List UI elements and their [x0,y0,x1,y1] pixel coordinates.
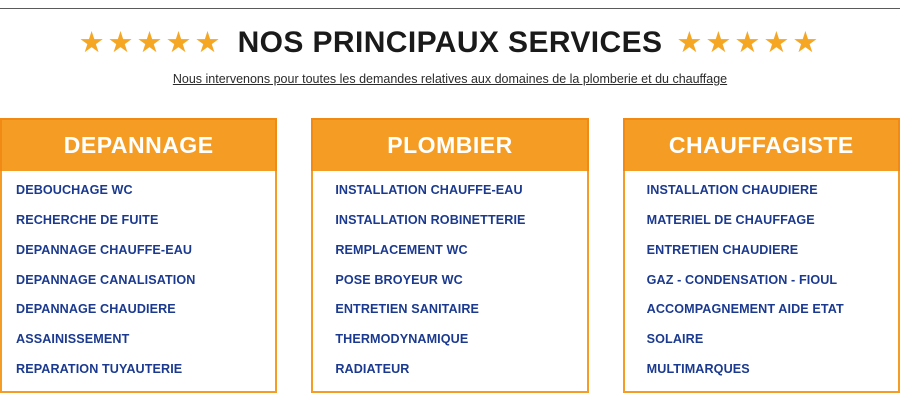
list-item[interactable]: REPARATION TUYAUTERIE [16,362,183,377]
list-item[interactable]: GAZ - CONDENSATION - FIOUL [646,272,838,287]
list-item[interactable]: THERMODYNAMIQUE [335,332,469,347]
list-item[interactable]: DEPANNAGE CHAUFFE-EAU [16,242,193,257]
card-title-plombier: PLOMBIER [311,118,588,171]
service-card-depannage [0,118,277,393]
list-item[interactable]: INSTALLATION CHAUFFE-EAU [335,183,523,197]
list-item[interactable]: ASSAINISSEMENT [16,332,130,347]
list-item[interactable]: INSTALLATION CHAUDIERE [646,183,818,197]
list-item[interactable]: ENTRETIEN SANITAIRE [335,302,480,317]
list-item[interactable]: INSTALLATION ROBINETTERIE [335,212,526,227]
page-subtitle: Nous intervenons pour toutes les demandes relatives aux domaines de la plomberie et du chauffage [172,72,728,86]
list-item[interactable]: POSE BROYEUR WC [335,272,463,287]
page-title: NOS PRINCIPAUX SERVICES [237,26,663,59]
services-columns [0,118,900,393]
list-item[interactable]: RECHERCHE DE FUITE [16,212,159,227]
list-item[interactable]: ACCOMPAGNEMENT AIDE ETAT [646,302,844,317]
list-item[interactable]: DEPANNAGE CHAUDIERE [16,302,176,317]
card-items-depannage [0,171,277,393]
page-header [0,26,900,86]
list-item[interactable]: DEPANNAGE CANALISATION [16,272,196,287]
list-item[interactable]: MULTIMARQUES [646,362,750,377]
card-items-chauffagiste [623,171,900,393]
list-item[interactable]: MATERIEL DE CHAUFFAGE [646,212,815,227]
title-row [0,26,900,60]
list-item[interactable]: DEBOUCHAGE WC [16,183,133,197]
card-items-plombier [311,171,588,393]
card-title-chauffagiste: CHAUFFAGISTE [623,118,900,171]
list-item[interactable]: RADIATEUR [335,362,410,377]
card-title-depannage: DEPANNAGE [0,118,277,171]
top-divider [0,8,900,9]
stars-left-icon: ★★★★★ [78,26,224,59]
service-card-chauffagiste [623,118,900,393]
list-item[interactable]: REMPLACEMENT WC [335,242,468,257]
stars-right-icon: ★★★★★ [676,26,822,59]
service-card-plombier [311,118,588,393]
list-item[interactable]: ENTRETIEN CHAUDIERE [646,242,799,257]
list-item[interactable]: SOLAIRE [646,332,704,347]
